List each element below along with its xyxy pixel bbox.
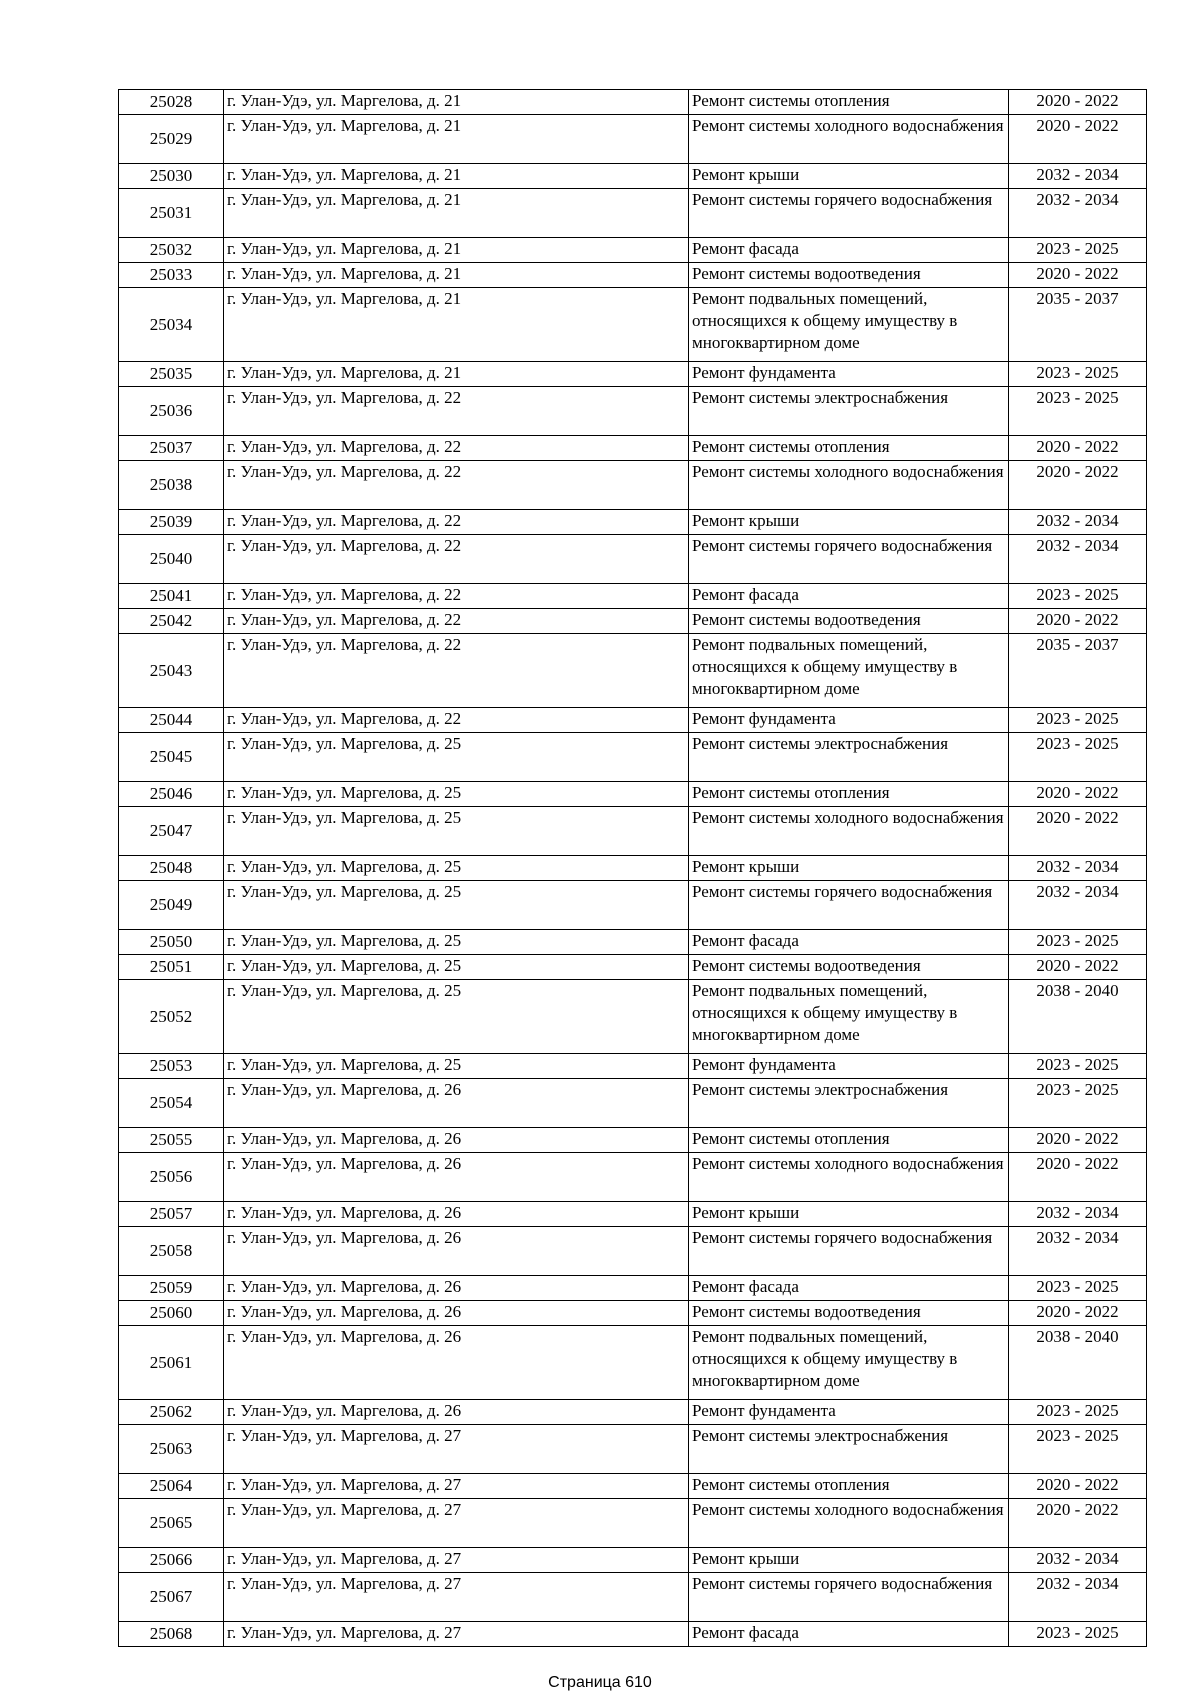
row-id-cell: 25042 <box>119 609 224 634</box>
work-type-cell: Ремонт системы холодного водоснабжения <box>689 1153 1009 1202</box>
work-type-cell: Ремонт крыши <box>689 164 1009 189</box>
period-cell: 2023 - 2025 <box>1009 1054 1147 1079</box>
work-type-cell: Ремонт системы электроснабжения <box>689 1079 1009 1128</box>
table-row <box>119 634 1147 708</box>
table-row <box>119 733 1147 782</box>
table-row <box>119 782 1147 807</box>
work-type-cell: Ремонт системы холодного водоснабжения <box>689 461 1009 510</box>
row-id-cell: 25058 <box>119 1227 224 1276</box>
work-type-cell: Ремонт системы отопления <box>689 782 1009 807</box>
address-cell: г. Улан-Удэ, ул. Маргелова, д. 25 <box>224 1054 689 1079</box>
work-type-cell: Ремонт системы горячего водоснабжения <box>689 535 1009 584</box>
row-id-cell: 25041 <box>119 584 224 609</box>
address-cell: г. Улан-Удэ, ул. Маргелова, д. 27 <box>224 1474 689 1499</box>
work-type-cell: Ремонт системы горячего водоснабжения <box>689 881 1009 930</box>
address-cell: г. Улан-Удэ, ул. Маргелова, д. 25 <box>224 733 689 782</box>
row-id-cell: 25033 <box>119 263 224 288</box>
work-type-cell: Ремонт подвальных помещений, относящихся к общему имуществу в многоквартирном доме <box>689 288 1009 362</box>
row-id-cell: 25051 <box>119 955 224 980</box>
address-cell: г. Улан-Удэ, ул. Маргелова, д. 26 <box>224 1326 689 1400</box>
table-row <box>119 90 1147 115</box>
address-cell: г. Улан-Удэ, ул. Маргелова, д. 25 <box>224 955 689 980</box>
work-type-cell: Ремонт системы водоотведения <box>689 609 1009 634</box>
period-cell: 2038 - 2040 <box>1009 980 1147 1054</box>
table-row <box>119 1079 1147 1128</box>
table-body <box>119 90 1147 1647</box>
period-cell: 2023 - 2025 <box>1009 1079 1147 1128</box>
table-row <box>119 1128 1147 1153</box>
table-row <box>119 1499 1147 1548</box>
period-cell: 2023 - 2025 <box>1009 1425 1147 1474</box>
work-type-cell: Ремонт системы отопления <box>689 436 1009 461</box>
work-type-cell: Ремонт крыши <box>689 1202 1009 1227</box>
address-cell: г. Улан-Удэ, ул. Маргелова, д. 25 <box>224 782 689 807</box>
work-type-cell: Ремонт крыши <box>689 856 1009 881</box>
address-cell: г. Улан-Удэ, ул. Маргелова, д. 25 <box>224 980 689 1054</box>
period-cell: 2020 - 2022 <box>1009 1153 1147 1202</box>
period-cell: 2020 - 2022 <box>1009 1301 1147 1326</box>
work-type-cell: Ремонт системы электроснабжения <box>689 387 1009 436</box>
table-row <box>119 115 1147 164</box>
period-cell: 2023 - 2025 <box>1009 1622 1147 1647</box>
table-row <box>119 955 1147 980</box>
row-id-cell: 25063 <box>119 1425 224 1474</box>
period-cell: 2020 - 2022 <box>1009 90 1147 115</box>
work-type-cell: Ремонт системы горячего водоснабжения <box>689 1573 1009 1622</box>
row-id-cell: 25048 <box>119 856 224 881</box>
period-cell: 2020 - 2022 <box>1009 782 1147 807</box>
row-id-cell: 25031 <box>119 189 224 238</box>
work-type-cell: Ремонт фасада <box>689 1622 1009 1647</box>
work-type-cell: Ремонт системы холодного водоснабжения <box>689 1499 1009 1548</box>
period-cell: 2032 - 2034 <box>1009 1227 1147 1276</box>
repair-schedule-table <box>118 89 1147 1647</box>
row-id-cell: 25057 <box>119 1202 224 1227</box>
period-cell: 2023 - 2025 <box>1009 238 1147 263</box>
period-cell: 2032 - 2034 <box>1009 189 1147 238</box>
table-row <box>119 238 1147 263</box>
work-type-cell: Ремонт подвальных помещений, относящихся к общему имуществу в многоквартирном доме <box>689 634 1009 708</box>
table-row <box>119 189 1147 238</box>
table-row <box>119 1400 1147 1425</box>
address-cell: г. Улан-Удэ, ул. Маргелова, д. 21 <box>224 362 689 387</box>
work-type-cell: Ремонт системы водоотведения <box>689 263 1009 288</box>
period-cell: 2038 - 2040 <box>1009 1326 1147 1400</box>
work-type-cell: Ремонт системы горячего водоснабжения <box>689 1227 1009 1276</box>
period-cell: 2032 - 2034 <box>1009 856 1147 881</box>
address-cell: г. Улан-Удэ, ул. Маргелова, д. 22 <box>224 708 689 733</box>
address-cell: г. Улан-Удэ, ул. Маргелова, д. 27 <box>224 1573 689 1622</box>
address-cell: г. Улан-Удэ, ул. Маргелова, д. 21 <box>224 189 689 238</box>
address-cell: г. Улан-Удэ, ул. Маргелова, д. 27 <box>224 1425 689 1474</box>
period-cell: 2032 - 2034 <box>1009 1573 1147 1622</box>
address-cell: г. Улан-Удэ, ул. Маргелова, д. 22 <box>224 387 689 436</box>
period-cell: 2020 - 2022 <box>1009 1128 1147 1153</box>
row-id-cell: 25038 <box>119 461 224 510</box>
table-row <box>119 1301 1147 1326</box>
work-type-cell: Ремонт системы электроснабжения <box>689 733 1009 782</box>
table-row <box>119 1573 1147 1622</box>
period-cell: 2020 - 2022 <box>1009 955 1147 980</box>
table-row <box>119 263 1147 288</box>
period-cell: 2023 - 2025 <box>1009 1400 1147 1425</box>
address-cell: г. Улан-Удэ, ул. Маргелова, д. 26 <box>224 1276 689 1301</box>
period-cell: 2020 - 2022 <box>1009 1499 1147 1548</box>
work-type-cell: Ремонт системы горячего водоснабжения <box>689 189 1009 238</box>
table-row <box>119 1622 1147 1647</box>
work-type-cell: Ремонт фасада <box>689 238 1009 263</box>
work-type-cell: Ремонт системы отопления <box>689 1474 1009 1499</box>
row-id-cell: 25052 <box>119 980 224 1054</box>
work-type-cell: Ремонт фасада <box>689 584 1009 609</box>
row-id-cell: 25035 <box>119 362 224 387</box>
work-type-cell: Ремонт системы электроснабжения <box>689 1425 1009 1474</box>
row-id-cell: 25046 <box>119 782 224 807</box>
table-row <box>119 1326 1147 1400</box>
row-id-cell: 25037 <box>119 436 224 461</box>
work-type-cell: Ремонт фундамента <box>689 708 1009 733</box>
period-cell: 2023 - 2025 <box>1009 708 1147 733</box>
row-id-cell: 25050 <box>119 930 224 955</box>
address-cell: г. Улан-Удэ, ул. Маргелова, д. 21 <box>224 288 689 362</box>
period-cell: 2023 - 2025 <box>1009 1276 1147 1301</box>
period-cell: 2020 - 2022 <box>1009 461 1147 510</box>
table-row <box>119 930 1147 955</box>
work-type-cell: Ремонт системы водоотведения <box>689 1301 1009 1326</box>
address-cell: г. Улан-Удэ, ул. Маргелова, д. 22 <box>224 535 689 584</box>
table-row <box>119 1425 1147 1474</box>
period-cell: 2032 - 2034 <box>1009 510 1147 535</box>
row-id-cell: 25059 <box>119 1276 224 1301</box>
row-id-cell: 25043 <box>119 634 224 708</box>
row-id-cell: 25040 <box>119 535 224 584</box>
work-type-cell: Ремонт подвальных помещений, относящихся к общему имуществу в многоквартирном доме <box>689 1326 1009 1400</box>
row-id-cell: 25062 <box>119 1400 224 1425</box>
row-id-cell: 25044 <box>119 708 224 733</box>
work-type-cell: Ремонт фасада <box>689 930 1009 955</box>
address-cell: г. Улан-Удэ, ул. Маргелова, д. 26 <box>224 1153 689 1202</box>
work-type-cell: Ремонт фундамента <box>689 1054 1009 1079</box>
table-row <box>119 856 1147 881</box>
address-cell: г. Улан-Удэ, ул. Маргелова, д. 26 <box>224 1128 689 1153</box>
table-row <box>119 436 1147 461</box>
page-number: Страница 610 <box>548 1674 652 1691</box>
row-id-cell: 25061 <box>119 1326 224 1400</box>
period-cell: 2020 - 2022 <box>1009 609 1147 634</box>
address-cell: г. Улан-Удэ, ул. Маргелова, д. 27 <box>224 1622 689 1647</box>
period-cell: 2032 - 2034 <box>1009 535 1147 584</box>
row-id-cell: 25065 <box>119 1499 224 1548</box>
period-cell: 2020 - 2022 <box>1009 436 1147 461</box>
address-cell: г. Улан-Удэ, ул. Маргелова, д. 21 <box>224 115 689 164</box>
period-cell: 2023 - 2025 <box>1009 733 1147 782</box>
row-id-cell: 25060 <box>119 1301 224 1326</box>
work-type-cell: Ремонт системы холодного водоснабжения <box>689 807 1009 856</box>
work-type-cell: Ремонт подвальных помещений, относящихся к общему имуществу в многоквартирном доме <box>689 980 1009 1054</box>
table-row <box>119 164 1147 189</box>
row-id-cell: 25054 <box>119 1079 224 1128</box>
period-cell: 2020 - 2022 <box>1009 115 1147 164</box>
address-cell: г. Улан-Удэ, ул. Маргелова, д. 26 <box>224 1079 689 1128</box>
row-id-cell: 25029 <box>119 115 224 164</box>
row-id-cell: 25068 <box>119 1622 224 1647</box>
address-cell: г. Улан-Удэ, ул. Маргелова, д. 25 <box>224 856 689 881</box>
table-row <box>119 584 1147 609</box>
address-cell: г. Улан-Удэ, ул. Маргелова, д. 25 <box>224 881 689 930</box>
address-cell: г. Улан-Удэ, ул. Маргелова, д. 27 <box>224 1548 689 1573</box>
address-cell: г. Улан-Удэ, ул. Маргелова, д. 22 <box>224 510 689 535</box>
address-cell: г. Улан-Удэ, ул. Маргелова, д. 22 <box>224 584 689 609</box>
address-cell: г. Улан-Удэ, ул. Маргелова, д. 22 <box>224 609 689 634</box>
row-id-cell: 25056 <box>119 1153 224 1202</box>
address-cell: г. Улан-Удэ, ул. Маргелова, д. 22 <box>224 634 689 708</box>
period-cell: 2020 - 2022 <box>1009 1474 1147 1499</box>
address-cell: г. Улан-Удэ, ул. Маргелова, д. 25 <box>224 930 689 955</box>
period-cell: 2023 - 2025 <box>1009 362 1147 387</box>
work-type-cell: Ремонт системы холодного водоснабжения <box>689 115 1009 164</box>
row-id-cell: 25045 <box>119 733 224 782</box>
address-cell: г. Улан-Удэ, ул. Маргелова, д. 21 <box>224 164 689 189</box>
period-cell: 2032 - 2034 <box>1009 1202 1147 1227</box>
address-cell: г. Улан-Удэ, ул. Маргелова, д. 26 <box>224 1227 689 1276</box>
address-cell: г. Улан-Удэ, ул. Маргелова, д. 21 <box>224 238 689 263</box>
work-type-cell: Ремонт фундамента <box>689 1400 1009 1425</box>
table-row <box>119 881 1147 930</box>
period-cell: 2032 - 2034 <box>1009 1548 1147 1573</box>
table-row <box>119 1202 1147 1227</box>
table-row <box>119 535 1147 584</box>
row-id-cell: 25055 <box>119 1128 224 1153</box>
address-cell: г. Улан-Удэ, ул. Маргелова, д. 27 <box>224 1499 689 1548</box>
work-type-cell: Ремонт крыши <box>689 1548 1009 1573</box>
row-id-cell: 25067 <box>119 1573 224 1622</box>
period-cell: 2032 - 2034 <box>1009 164 1147 189</box>
address-cell: г. Улан-Удэ, ул. Маргелова, д. 21 <box>224 263 689 288</box>
period-cell: 2020 - 2022 <box>1009 263 1147 288</box>
address-cell: г. Улан-Удэ, ул. Маргелова, д. 21 <box>224 90 689 115</box>
address-cell: г. Улан-Удэ, ул. Маргелова, д. 22 <box>224 461 689 510</box>
table-row <box>119 708 1147 733</box>
work-type-cell: Ремонт фундамента <box>689 362 1009 387</box>
table-row <box>119 807 1147 856</box>
work-type-cell: Ремонт крыши <box>689 510 1009 535</box>
address-cell: г. Улан-Удэ, ул. Маргелова, д. 22 <box>224 436 689 461</box>
address-cell: г. Улан-Удэ, ул. Маргелова, д. 26 <box>224 1301 689 1326</box>
table-row <box>119 1548 1147 1573</box>
row-id-cell: 25028 <box>119 90 224 115</box>
period-cell: 2020 - 2022 <box>1009 807 1147 856</box>
row-id-cell: 25049 <box>119 881 224 930</box>
table-row <box>119 1227 1147 1276</box>
row-id-cell: 25066 <box>119 1548 224 1573</box>
table-row <box>119 510 1147 535</box>
period-cell: 2035 - 2037 <box>1009 288 1147 362</box>
address-cell: г. Улан-Удэ, ул. Маргелова, д. 25 <box>224 807 689 856</box>
table-row <box>119 609 1147 634</box>
row-id-cell: 25034 <box>119 288 224 362</box>
table-row <box>119 461 1147 510</box>
table-row <box>119 1054 1147 1079</box>
table-row <box>119 980 1147 1054</box>
table-row <box>119 1474 1147 1499</box>
row-id-cell: 25064 <box>119 1474 224 1499</box>
address-cell: г. Улан-Удэ, ул. Маргелова, д. 26 <box>224 1400 689 1425</box>
work-type-cell: Ремонт фасада <box>689 1276 1009 1301</box>
period-cell: 2023 - 2025 <box>1009 930 1147 955</box>
row-id-cell: 25039 <box>119 510 224 535</box>
period-cell: 2023 - 2025 <box>1009 584 1147 609</box>
row-id-cell: 25032 <box>119 238 224 263</box>
row-id-cell: 25036 <box>119 387 224 436</box>
address-cell: г. Улан-Удэ, ул. Маргелова, д. 26 <box>224 1202 689 1227</box>
table-row <box>119 387 1147 436</box>
work-type-cell: Ремонт системы водоотведения <box>689 955 1009 980</box>
period-cell: 2035 - 2037 <box>1009 634 1147 708</box>
table-row <box>119 1153 1147 1202</box>
table-row <box>119 362 1147 387</box>
row-id-cell: 25047 <box>119 807 224 856</box>
row-id-cell: 25053 <box>119 1054 224 1079</box>
table-row <box>119 288 1147 362</box>
table-row <box>119 1276 1147 1301</box>
work-type-cell: Ремонт системы отопления <box>689 90 1009 115</box>
period-cell: 2032 - 2034 <box>1009 881 1147 930</box>
work-type-cell: Ремонт системы отопления <box>689 1128 1009 1153</box>
row-id-cell: 25030 <box>119 164 224 189</box>
period-cell: 2023 - 2025 <box>1009 387 1147 436</box>
